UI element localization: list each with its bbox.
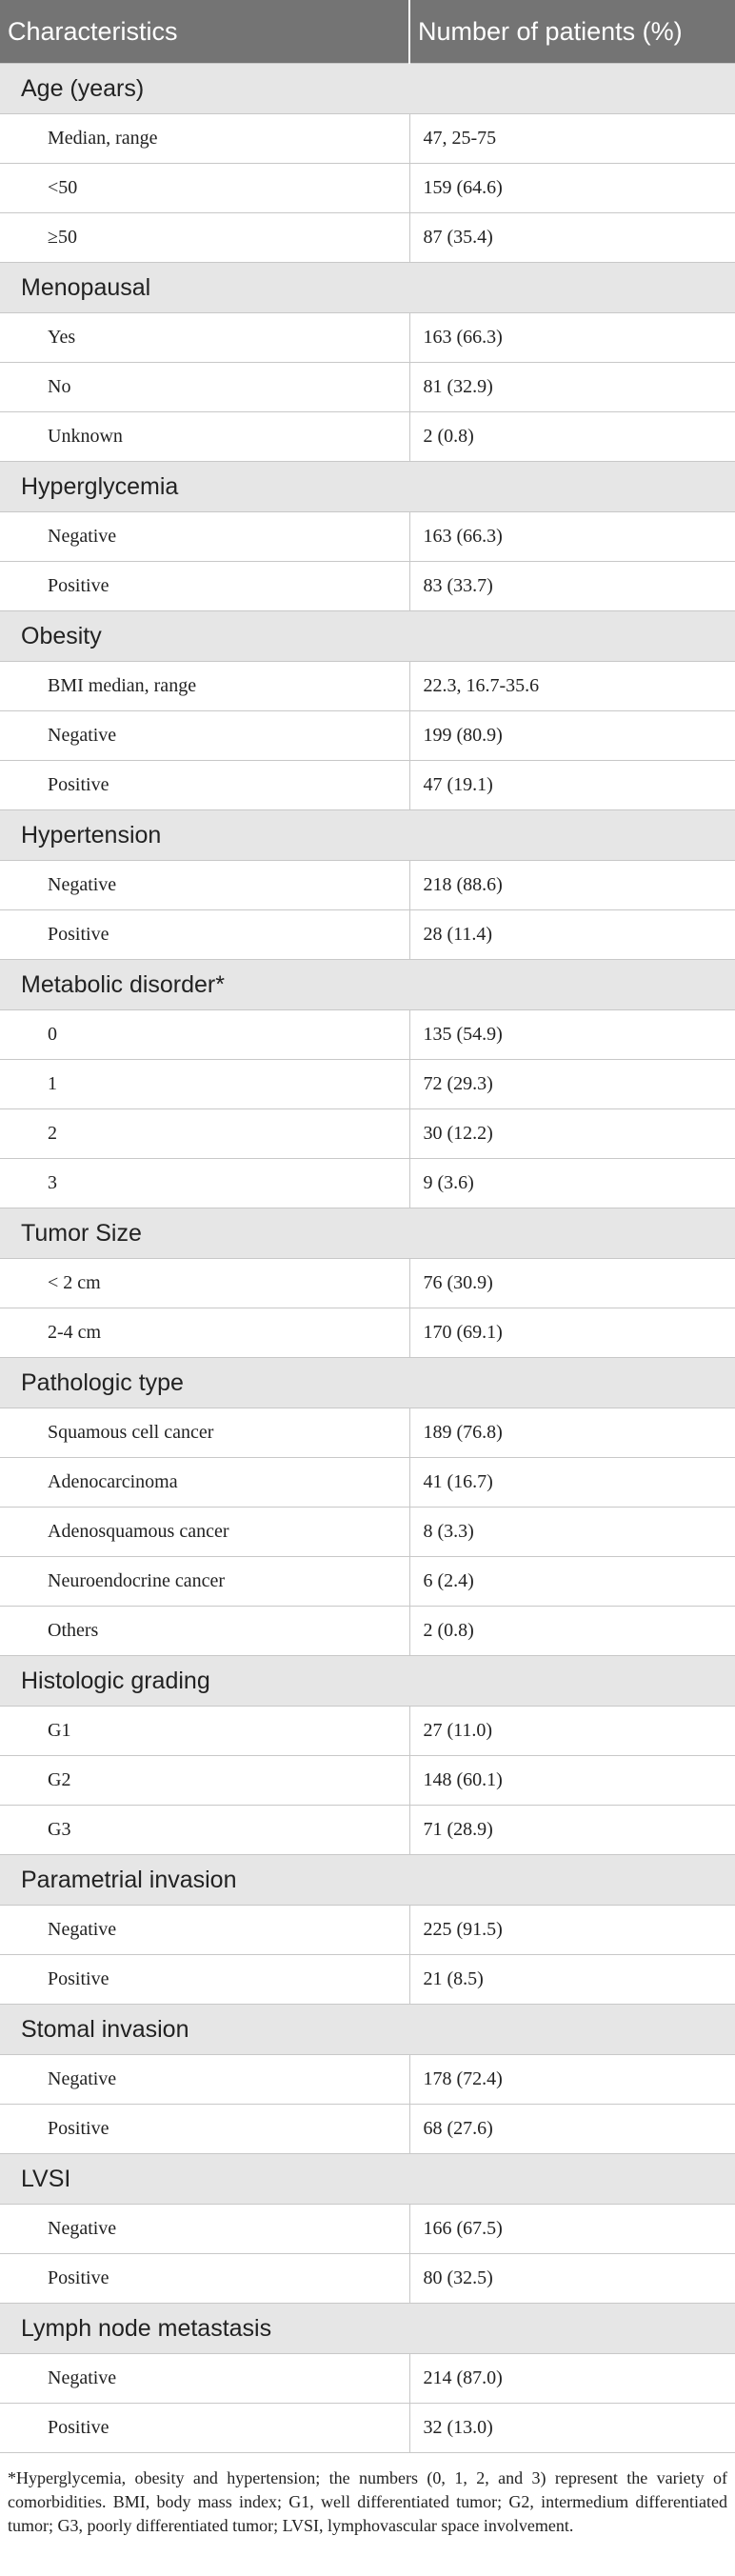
row-value: 189 (76.8) bbox=[409, 1408, 735, 1458]
row-value: 170 (69.1) bbox=[409, 1308, 735, 1358]
row-label: 3 bbox=[0, 1159, 409, 1208]
row-label: Others bbox=[0, 1607, 409, 1656]
table-row bbox=[0, 213, 735, 263]
section-row bbox=[0, 2154, 735, 2205]
section-row bbox=[0, 611, 735, 662]
row-value: 9 (3.6) bbox=[409, 1159, 735, 1208]
table-body bbox=[0, 64, 735, 2453]
row-label: Positive bbox=[0, 1955, 409, 2005]
section-title: LVSI bbox=[0, 2154, 735, 2205]
row-label: Negative bbox=[0, 2055, 409, 2105]
section-title: Histologic grading bbox=[0, 1656, 735, 1707]
section-row bbox=[0, 1208, 735, 1259]
section-title: Hypertension bbox=[0, 810, 735, 861]
table-row bbox=[0, 1906, 735, 1955]
table-row bbox=[0, 1010, 735, 1060]
row-value: 225 (91.5) bbox=[409, 1906, 735, 1955]
table-row bbox=[0, 1408, 735, 1458]
section-row bbox=[0, 462, 735, 512]
table-header-row bbox=[0, 0, 735, 64]
table-row bbox=[0, 1060, 735, 1109]
row-label: Median, range bbox=[0, 114, 409, 164]
section-title: Tumor Size bbox=[0, 1208, 735, 1259]
row-label: Unknown bbox=[0, 412, 409, 462]
row-label: Squamous cell cancer bbox=[0, 1408, 409, 1458]
table-row bbox=[0, 2254, 735, 2304]
section-row bbox=[0, 1358, 735, 1408]
table-row bbox=[0, 2055, 735, 2105]
table-row bbox=[0, 861, 735, 910]
row-label: Negative bbox=[0, 861, 409, 910]
section-row bbox=[0, 2304, 735, 2354]
table-row bbox=[0, 164, 735, 213]
row-value: 218 (88.6) bbox=[409, 861, 735, 910]
section-row bbox=[0, 1855, 735, 1906]
table-row bbox=[0, 2205, 735, 2254]
row-label: <50 bbox=[0, 164, 409, 213]
row-value: 214 (87.0) bbox=[409, 2354, 735, 2404]
row-label: Positive bbox=[0, 2105, 409, 2154]
row-label: 1 bbox=[0, 1060, 409, 1109]
table-row bbox=[0, 412, 735, 462]
table-row bbox=[0, 562, 735, 611]
section-title: Metabolic disorder* bbox=[0, 960, 735, 1010]
row-value: 27 (11.0) bbox=[409, 1707, 735, 1756]
table-footnote: *Hyperglycemia, obesity and hypertension; the numbers (0, 1, 2, and 3) represent the variety of comorbidities. BMI, body mass index; G1, well differentiated tumor; G2, intermedium differentiated tumor; G3, poorly differentiated tumor; LVSI, lymphovascular space involvement. bbox=[8, 2468, 727, 2535]
row-label: Negative bbox=[0, 1906, 409, 1955]
row-value: 68 (27.6) bbox=[409, 2105, 735, 2154]
row-value: 8 (3.3) bbox=[409, 1508, 735, 1557]
section-row bbox=[0, 64, 735, 114]
row-label: Positive bbox=[0, 2404, 409, 2453]
row-value: 21 (8.5) bbox=[409, 1955, 735, 2005]
row-value: 47, 25-75 bbox=[409, 114, 735, 164]
row-value: 41 (16.7) bbox=[409, 1458, 735, 1508]
row-value: 2 (0.8) bbox=[409, 412, 735, 462]
table-row bbox=[0, 1607, 735, 1656]
row-label: Positive bbox=[0, 562, 409, 611]
row-value: 135 (54.9) bbox=[409, 1010, 735, 1060]
row-value: 163 (66.3) bbox=[409, 512, 735, 562]
row-value: 81 (32.9) bbox=[409, 363, 735, 412]
table-row bbox=[0, 761, 735, 810]
row-value: 30 (12.2) bbox=[409, 1109, 735, 1159]
row-value: 32 (13.0) bbox=[409, 2404, 735, 2453]
section-title: Stomal invasion bbox=[0, 2005, 735, 2055]
row-label: Positive bbox=[0, 761, 409, 810]
row-value: 80 (32.5) bbox=[409, 2254, 735, 2304]
table-row bbox=[0, 662, 735, 711]
header-number-of-patients: Number of patients (%) bbox=[409, 0, 735, 64]
table-row bbox=[0, 711, 735, 761]
table-row bbox=[0, 1557, 735, 1607]
row-label: Adenosquamous cancer bbox=[0, 1508, 409, 1557]
table-row bbox=[0, 1955, 735, 2005]
section-title: Obesity bbox=[0, 611, 735, 662]
section-row bbox=[0, 960, 735, 1010]
section-title: Hyperglycemia bbox=[0, 462, 735, 512]
section-title: Pathologic type bbox=[0, 1358, 735, 1408]
table-row bbox=[0, 313, 735, 363]
row-label: Adenocarcinoma bbox=[0, 1458, 409, 1508]
table-row bbox=[0, 1109, 735, 1159]
row-label: Negative bbox=[0, 512, 409, 562]
header-characteristics: Characteristics bbox=[0, 0, 409, 64]
row-value: 76 (30.9) bbox=[409, 1259, 735, 1308]
section-title: Parametrial invasion bbox=[0, 1855, 735, 1906]
row-value: 199 (80.9) bbox=[409, 711, 735, 761]
table-row bbox=[0, 1707, 735, 1756]
row-value: 2 (0.8) bbox=[409, 1607, 735, 1656]
table-row bbox=[0, 512, 735, 562]
row-label: Negative bbox=[0, 711, 409, 761]
row-value: 72 (29.3) bbox=[409, 1060, 735, 1109]
table-row bbox=[0, 114, 735, 164]
row-label: 2-4 cm bbox=[0, 1308, 409, 1358]
row-label: < 2 cm bbox=[0, 1259, 409, 1308]
row-label: Negative bbox=[0, 2354, 409, 2404]
row-value: 71 (28.9) bbox=[409, 1806, 735, 1855]
section-row bbox=[0, 263, 735, 313]
row-label: G1 bbox=[0, 1707, 409, 1756]
row-label: No bbox=[0, 363, 409, 412]
table-row bbox=[0, 1259, 735, 1308]
section-row bbox=[0, 2005, 735, 2055]
table-row bbox=[0, 1159, 735, 1208]
row-value: 166 (67.5) bbox=[409, 2205, 735, 2254]
table-row bbox=[0, 1308, 735, 1358]
row-label: Positive bbox=[0, 2254, 409, 2304]
row-value: 28 (11.4) bbox=[409, 910, 735, 960]
section-title: Menopausal bbox=[0, 263, 735, 313]
row-label: BMI median, range bbox=[0, 662, 409, 711]
row-value: 159 (64.6) bbox=[409, 164, 735, 213]
row-value: 178 (72.4) bbox=[409, 2055, 735, 2105]
row-label: G3 bbox=[0, 1806, 409, 1855]
table-row bbox=[0, 1756, 735, 1806]
row-value: 83 (33.7) bbox=[409, 562, 735, 611]
table-row bbox=[0, 2404, 735, 2453]
row-label: Negative bbox=[0, 2205, 409, 2254]
table-row bbox=[0, 2105, 735, 2154]
row-label: 2 bbox=[0, 1109, 409, 1159]
row-label: Yes bbox=[0, 313, 409, 363]
table-row bbox=[0, 1806, 735, 1855]
section-title: Lymph node metastasis bbox=[0, 2304, 735, 2354]
row-value: 163 (66.3) bbox=[409, 313, 735, 363]
row-value: 148 (60.1) bbox=[409, 1756, 735, 1806]
row-label: Positive bbox=[0, 910, 409, 960]
table-row bbox=[0, 1508, 735, 1557]
table-row bbox=[0, 1458, 735, 1508]
row-label: G2 bbox=[0, 1756, 409, 1806]
section-row bbox=[0, 810, 735, 861]
table-row bbox=[0, 363, 735, 412]
table-row bbox=[0, 910, 735, 960]
row-value: 47 (19.1) bbox=[409, 761, 735, 810]
table-row bbox=[0, 2354, 735, 2404]
section-title: Age (years) bbox=[0, 64, 735, 114]
row-label: Neuroendocrine cancer bbox=[0, 1557, 409, 1607]
row-label: 0 bbox=[0, 1010, 409, 1060]
section-row bbox=[0, 1656, 735, 1707]
row-label: ≥50 bbox=[0, 213, 409, 263]
row-value: 87 (35.4) bbox=[409, 213, 735, 263]
row-value: 22.3, 16.7-35.6 bbox=[409, 662, 735, 711]
row-value: 6 (2.4) bbox=[409, 1557, 735, 1607]
